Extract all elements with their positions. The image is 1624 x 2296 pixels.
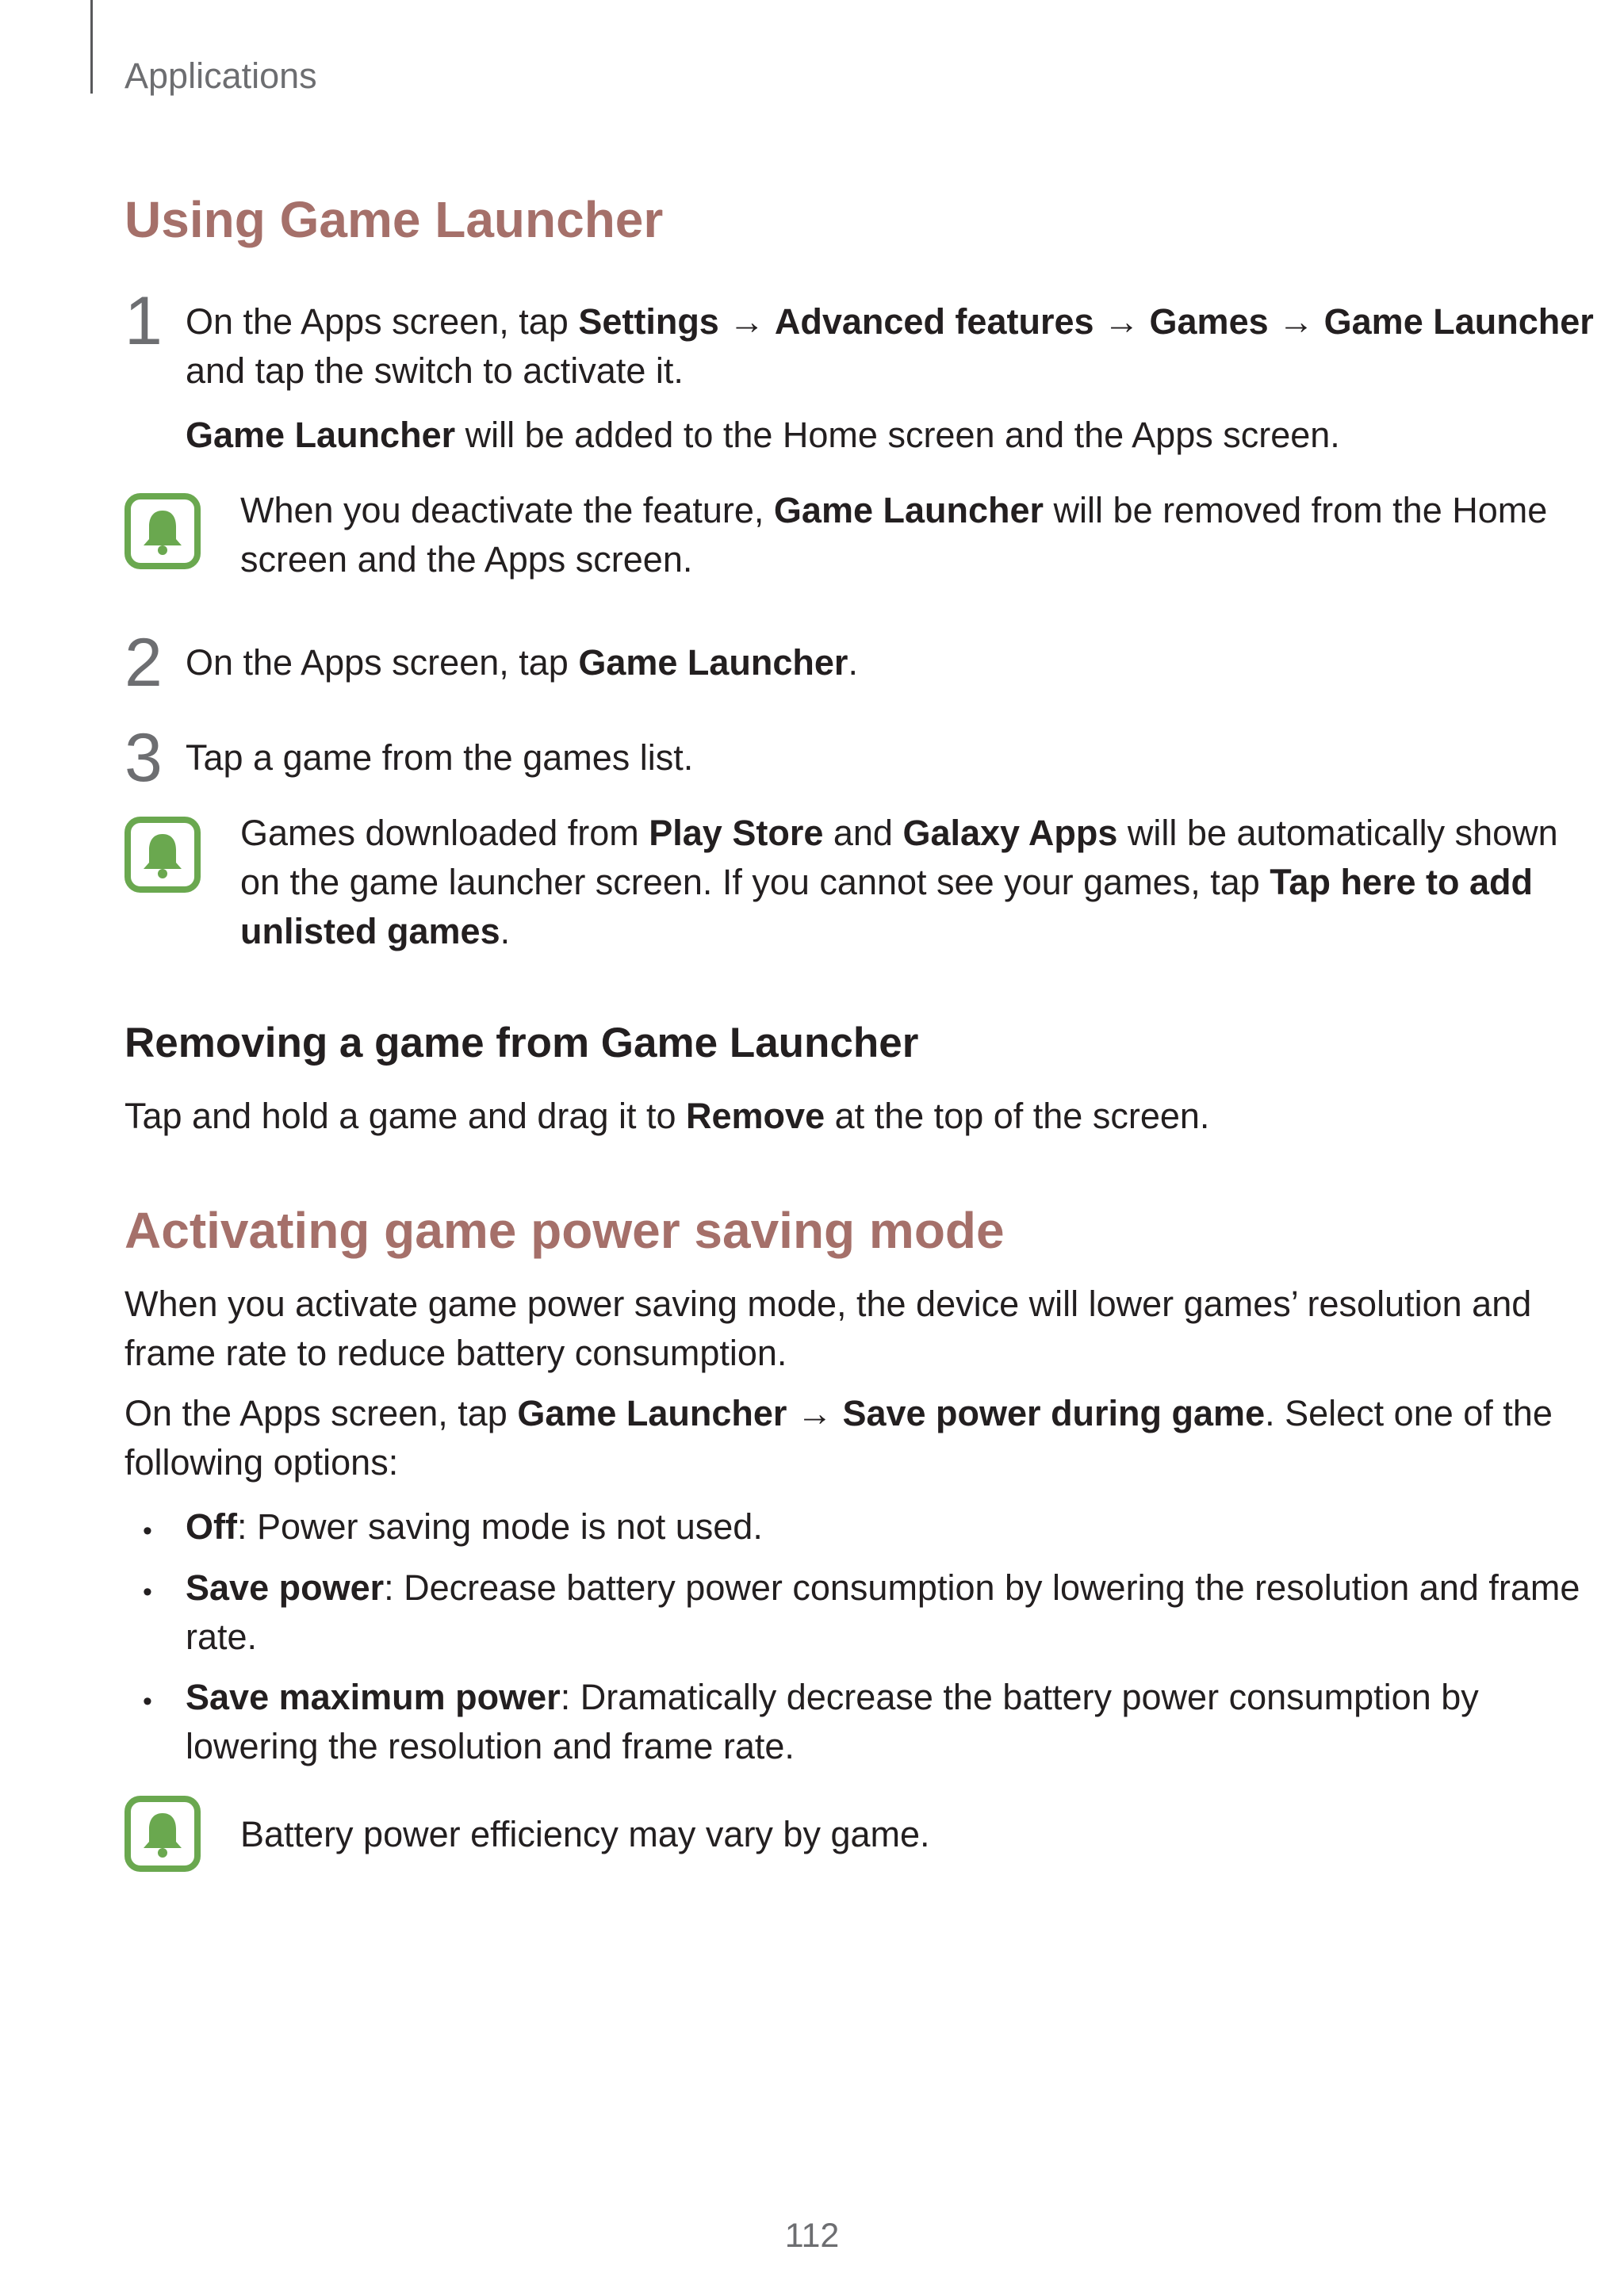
note-2-line-1: Games downloaded from Play Store and Galaxy Apps will be automatically shown [240, 813, 1558, 853]
page-number: 112 [784, 2217, 840, 2255]
option-save-power-line-2: rate. [186, 1617, 258, 1657]
bullet-marker: • [143, 1516, 152, 1546]
section-2-intro-line-1: When you activate game power saving mode, the device will lower games’ resolution and [124, 1284, 1532, 1324]
step-2-line-1: On the Apps screen, tap Game Launcher. [186, 642, 858, 683]
section-2-intro-line-2: frame rate to reduce battery consumption. [124, 1333, 787, 1373]
notification-bell-icon [124, 493, 201, 569]
step-number-1: 1 [124, 283, 163, 359]
section-2-instruction-line-2: following options: [124, 1442, 399, 1483]
note-2-line-3: unlisted games. [240, 911, 511, 951]
step-1-result: Game Launcher will be added to the Home screen and the Apps screen. [186, 415, 1340, 455]
notification-bell-icon [124, 817, 201, 893]
running-header: Applications [124, 55, 317, 96]
section-title-using-game-launcher: Using Game Launcher [124, 191, 664, 248]
step-number-2: 2 [124, 625, 163, 701]
option-off: Off: Power saving mode is not used. [186, 1506, 763, 1547]
subsection-paragraph: Tap and hold a game and drag it to Remove at the top of the screen. [124, 1096, 1210, 1136]
notification-bell-icon [124, 1796, 201, 1872]
margin-rule [90, 0, 93, 94]
bullet-marker: • [143, 1686, 152, 1716]
option-save-max-power-line-1: Save maximum power: Dramatically decrease the battery power consumption by [186, 1677, 1479, 1717]
step-3-line-1: Tap a game from the games list. [186, 737, 694, 778]
step-1-line-1: On the Apps screen, tap Settings → Advanced features → Games → Game Launcher [186, 301, 1594, 342]
step-number-3: 3 [124, 720, 163, 796]
option-save-power-line-1: Save power: Decrease battery power consumption by lowering the resolution and frame [186, 1567, 1580, 1608]
note-1-line-2: screen and the Apps screen. [240, 539, 693, 580]
note-1-line-1: When you deactivate the feature, Game Launcher will be removed from the Home [240, 490, 1548, 530]
note-3-line-1: Battery power efficiency may vary by game. [240, 1814, 930, 1854]
subsection-title-removing-game: Removing a game from Game Launcher [124, 1020, 919, 1066]
section-2-instruction-line-1: On the Apps screen, tap Game Launcher → Save power during game. Select one of the [124, 1393, 1553, 1433]
note-2-line-2: on the game launcher screen. If you cannot see your games, tap Tap here to add [240, 862, 1533, 902]
step-1-line-2: and tap the switch to activate it. [186, 350, 684, 391]
option-save-max-power-line-2: lowering the resolution and frame rate. [186, 1726, 795, 1766]
bullet-marker: • [143, 1577, 152, 1607]
section-title-power-saving: Activating game power saving mode [124, 1202, 1005, 1259]
